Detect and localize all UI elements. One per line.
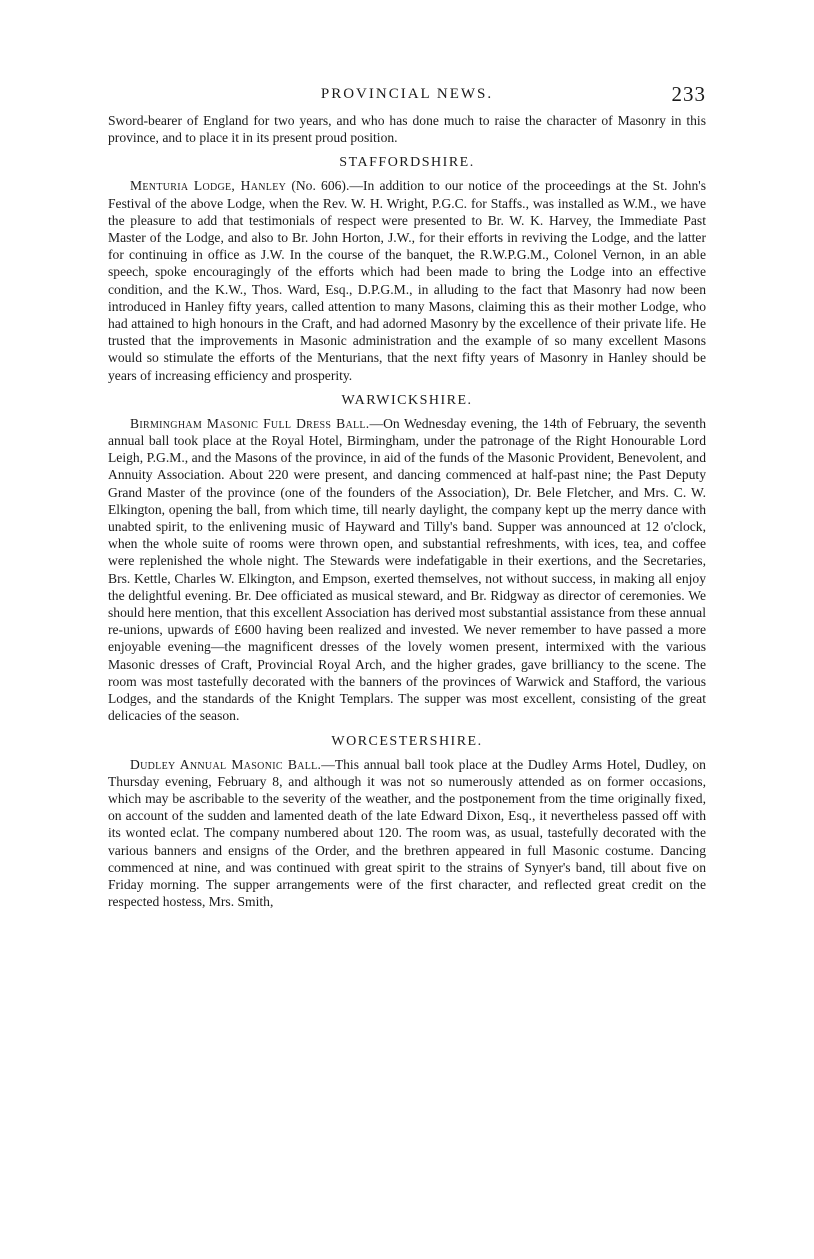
run-in-heading: Menturia Lodge, Hanley xyxy=(130,178,287,194)
paragraph-staffordshire xyxy=(108,177,706,383)
section-heading-worcestershire: WORCESTERSHIRE. xyxy=(331,733,483,749)
run-in-heading: Birmingham Masonic Full Dress Ball. xyxy=(130,415,370,431)
running-head xyxy=(108,82,706,112)
paragraph-warwickshire xyxy=(108,415,706,725)
section-heading-warwickshire: WARWICKSHIRE. xyxy=(341,392,473,408)
page xyxy=(108,82,706,910)
page-number: 233 xyxy=(671,82,706,106)
paragraph-body: (No. 606).—In addition to our notice of the proceedings at the St. John's Festival of the above Lodge, when the Rev. W. H. Wright, P.G.C. for Staffs., was installed as W.M., we have the pleasure to add that testimonials of respect were presented to Br. W. K. Harvey, the Immediate Past Master of the Lodge, and also to Br. John Horton, J.W., for their efforts in reviving the Lodge, and the latter for continuing in office as J.W. In the course of the banquet, the R.W.P.G.M., Colonel Vernon, in an able speech, spoke encouragingly of the efforts which had been made to bring the Lodge into an effective condition, and the K.W., Thos. Ward, Esq., D.P.G.M., in alluding to the fact that Masonry had now been introduced in Hanley fifty years, called attention to many Masons, claiming this as their mother Lodge, who had attained to high honours in the Craft, and had adorned Masonry by the excellence of their private life. He trusted that the improvements in Masonic administration and the example of so many excellent Masons would so stimulate the efforts of the Menturians, that the next fifty years of Masonry in Hanley should be years of increasing efficiency and prosperity. xyxy=(108,178,706,383)
paragraph-body: —On Wednesday evening, the 14th of February, the seventh annual ball took place at the Royal Hotel, Birmingham, under the patronage of the Right Honourable Lord Leigh, P.G.M., and the Masons of the province, in aid of the funds of the Masonic Provident, Benevolent, and Annuity Association. About 220 were present, and dancing commenced at half-past nine; the Past Deputy Grand Master of the province (one of the founders of the Association), Dr. Bele Fletcher, and Mrs. C. W. Elkington, opening the ball, from which time, till nearly daylight, the company kept up the merry dance with unabted spirit, to the enlivening music of Hayward and Tilly's band. Supper was announced at 12 o'clock, when the whole suite of rooms were thrown open, and substantial refreshments, with ices, tea, and coffee were replenished the whole night. The Stewards were indefatigable in their exertions, and the Secretaries, Brs. Kettle, Charles W. Elkington, and Empson, exerted themselves, not without success, in making all enjoy the delightful evening. Br. Dee officiated as musical steward, and Br. Ridgway as director of ceremonies. We should here mention, that this excellent Association has derived most substantial assistance from these annual re-unions, upwards of £600 having been realized and invested. We never remember to have passed a more enjoyable evening—the magnificent dresses of the lovely women present, intermixed with the various Masonic dresses of Craft, Provincial Royal Arch, and the higher grades, gave brilliancy to the scene. The room was most tastefully decorated with the banners of the provinces of Warwick and Stafford, the various Lodges, and the standards of the Knight Templars. The supper was most excellent, consisting of the great delicacies of the season. xyxy=(108,415,706,724)
run-in-heading: Dudley Annual Masonic Ball. xyxy=(130,756,322,772)
running-title: PROVINCIAL NEWS. xyxy=(320,86,494,102)
paragraph-body: —This annual ball took place at the Dudley Arms Hotel, Dudley, on Thursday evening, February 8, and although it was not so numerously attended as on former occasions, which may be ascribable to the severity of the weather, and the postponement from the time originally fixed, on account of the sudden and lamented death of the late Edward Dixon, Esq., it nevertheless passed off with its wonted eclat. The company numbered about 120. The room was, as usual, tastefully decorated with the various banners and ensigns of the Order, and the brethren appeared in full Masonic costume. Dancing commenced at nine, and was continued with great spirit to the strains of Synyer's band, till about five on Friday morning. The supper arrangements were of the first character, and reflected great credit on the respected hostess, Mrs. Smith, xyxy=(108,756,706,910)
intro-paragraph: Sword-bearer of England for two years, and who has done much to raise the character of Masonry in this province, and to place it in its present proud position. xyxy=(108,113,706,146)
section-heading-staffordshire: STAFFORDSHIRE. xyxy=(339,155,475,171)
paragraph-worcestershire xyxy=(108,756,706,911)
